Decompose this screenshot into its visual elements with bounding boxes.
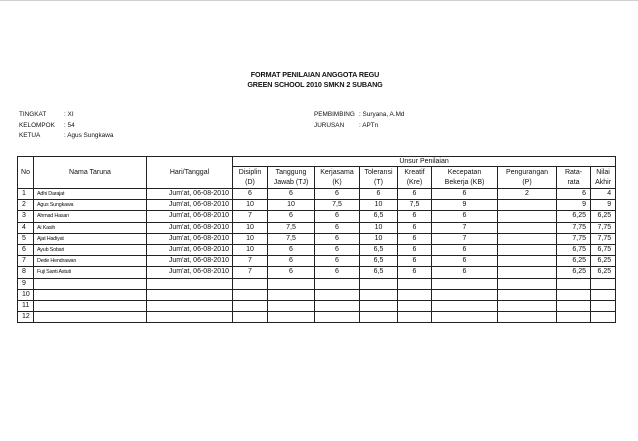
cell-rata-rata [557,312,591,323]
cell-kerjasama: 6 [315,233,360,244]
group-info [19,110,113,142]
cell-nama-taruna: Dede Hendrawan [34,256,147,267]
cell-toleransi: 6,5 [360,211,398,222]
cell-hari-tanggal [147,278,233,289]
cell-rata-rata [557,300,591,311]
cell-kerjasama [315,312,360,323]
cell-disiplin: 7 [233,267,268,278]
cell-nama-taruna [34,278,147,289]
cell-toleransi [360,300,398,311]
cell-no: 1 [18,189,34,200]
cell-hari-tanggal: Jum'at, 06-08-2010 [147,200,233,211]
info-value: : XI [64,111,74,118]
cell-kecepatan-bekerja: 6 [432,211,498,222]
cell-hari-tanggal [147,289,233,300]
cell-kerjasama: 6 [315,267,360,278]
cell-nilai-akhir: 6,25 [591,256,616,267]
cell-kecepatan-bekerja [432,289,498,300]
cell-hari-tanggal: Jum'at, 06-08-2010 [147,222,233,233]
cell-pengurangan [498,222,557,233]
cell-kerjasama: 6 [315,244,360,255]
info-row-ketua [19,131,113,142]
header-kerjasama: Kerjasama (K) [315,167,360,189]
table-row [18,189,616,200]
cell-rata-rata: 6,25 [557,267,591,278]
cell-pengurangan [498,267,557,278]
cell-toleransi: 6,5 [360,244,398,255]
table-row [18,300,616,311]
cell-kreatif: 6 [398,233,432,244]
cell-nama-taruna [34,312,147,323]
cell-nilai-akhir: 6,25 [591,267,616,278]
grading-table [17,156,616,323]
cell-kerjasama: 6 [315,222,360,233]
table-row [18,312,616,323]
top-divider [0,0,638,1]
info-row-jurusan [314,121,404,132]
header-kecepatan-bekerja: Kecepatan Bekerja (KB) [432,167,498,189]
cell-nama-taruna: Ajat Hadiyat [34,233,147,244]
cell-tanggung-jawab [268,312,315,323]
cell-no: 11 [18,300,34,311]
grading-table-body [18,189,616,323]
cell-toleransi: 6,5 [360,267,398,278]
cell-kreatif [398,300,432,311]
cell-tanggung-jawab: 6 [268,256,315,267]
cell-no: 6 [18,244,34,255]
table-row [18,244,616,255]
cell-kecepatan-bekerja [432,278,498,289]
cell-disiplin [233,300,268,311]
cell-pengurangan [498,289,557,300]
cell-kecepatan-bekerja [432,312,498,323]
cell-no: 2 [18,200,34,211]
cell-rata-rata: 6 [557,189,591,200]
cell-rata-rata [557,278,591,289]
cell-toleransi: 6,5 [360,256,398,267]
cell-tanggung-jawab [268,289,315,300]
cell-pengurangan: 2 [498,189,557,200]
header-toleransi: Toleransi (T) [360,167,398,189]
cell-kerjasama [315,300,360,311]
cell-kecepatan-bekerja [432,300,498,311]
cell-kreatif: 6 [398,256,432,267]
header-kreatif: Kreatif (Kre) [398,167,432,189]
cell-kerjasama: 6 [315,211,360,222]
cell-no: 7 [18,256,34,267]
table-row [18,200,616,211]
cell-rata-rata [557,289,591,300]
cell-nilai-akhir: 7,75 [591,222,616,233]
cell-nama-taruna: Ai Kasih [34,222,147,233]
info-label: KETUA [19,132,41,139]
cell-pengurangan [498,211,557,222]
cell-nama-taruna: Ayub Sobari [34,244,147,255]
cell-tanggung-jawab: 6 [268,211,315,222]
cell-kreatif: 6 [398,267,432,278]
cell-tanggung-jawab: 10 [268,200,315,211]
table-row [18,222,616,233]
cell-kreatif [398,312,432,323]
cell-no: 12 [18,312,34,323]
cell-hari-tanggal: Jum'at, 06-08-2010 [147,233,233,244]
cell-kreatif: 6 [398,244,432,255]
title-line-1: FORMAT PENILAIAN ANGGOTA REGU [250,70,380,79]
cell-nama-taruna: Ahmad Hasan [34,211,147,222]
cell-pengurangan [498,233,557,244]
cell-disiplin: 10 [233,233,268,244]
cell-disiplin: 10 [233,244,268,255]
cell-no: 4 [18,222,34,233]
info-label: TINGKAT [19,111,47,118]
cell-hari-tanggal: Jum'at, 06-08-2010 [147,244,233,255]
cell-hari-tanggal [147,300,233,311]
table-row [18,256,616,267]
header-unsur-penilaian: Unsur Penilaian [233,157,616,167]
document-title [150,70,480,90]
cell-disiplin: 7 [233,211,268,222]
cell-toleransi: 10 [360,222,398,233]
cell-kerjasama [315,289,360,300]
cell-kecepatan-bekerja: 7 [432,222,498,233]
info-row-kelompok [19,121,113,132]
cell-pengurangan [498,300,557,311]
info-value: : APTn [359,121,379,129]
cell-kerjasama [315,278,360,289]
header-nilai-akhir: Nilai Akhir [591,167,616,189]
cell-nilai-akhir [591,300,616,311]
info-value: : Suryana, A.Md [359,111,405,118]
cell-kreatif: 7,5 [398,200,432,211]
cell-nilai-akhir: 7,75 [591,233,616,244]
cell-toleransi [360,278,398,289]
cell-nilai-akhir [591,278,616,289]
cell-disiplin [233,312,268,323]
cell-rata-rata: 7,75 [557,233,591,244]
cell-nilai-akhir [591,289,616,300]
cell-toleransi [360,289,398,300]
cell-tanggung-jawab: 6 [268,189,315,200]
info-value: : Agus Sungkawa [64,132,114,139]
cell-nama-taruna: Fuji Santi Astuti [34,267,147,278]
cell-nilai-akhir [591,312,616,323]
table-row [18,211,616,222]
cell-kecepatan-bekerja: 6 [432,256,498,267]
cell-no: 5 [18,233,34,244]
cell-kreatif [398,278,432,289]
cell-nama-taruna: Agus Sungkawa [34,200,147,211]
cell-tanggung-jawab: 6 [268,267,315,278]
cell-toleransi: 10 [360,233,398,244]
cell-toleransi: 10 [360,200,398,211]
header-rata-rata: Rata- rata [557,167,591,189]
cell-no: 9 [18,278,34,289]
info-label: KELOMPOK [19,121,55,129]
table-row [18,233,616,244]
cell-nilai-akhir: 4 [591,189,616,200]
cell-hari-tanggal [147,312,233,323]
cell-nilai-akhir: 9 [591,200,616,211]
cell-pengurangan [498,256,557,267]
header-pengurangan: Pengurangan (P) [498,167,557,189]
cell-pengurangan [498,244,557,255]
header-nama-taruna: Nama Taruna [34,157,147,189]
cell-disiplin [233,278,268,289]
cell-disiplin: 7 [233,256,268,267]
cell-kreatif: 6 [398,189,432,200]
cell-hari-tanggal: Jum'at, 06-08-2010 [147,267,233,278]
cell-kreatif [398,289,432,300]
cell-kecepatan-bekerja: 9 [432,200,498,211]
cell-no: 3 [18,211,34,222]
cell-pengurangan [498,200,557,211]
cell-kerjasama: 6 [315,189,360,200]
cell-pengurangan [498,312,557,323]
cell-rata-rata: 7,75 [557,222,591,233]
table-row [18,267,616,278]
cell-disiplin: 10 [233,222,268,233]
cell-kecepatan-bekerja: 7 [432,233,498,244]
cell-no: 8 [18,267,34,278]
cell-kreatif: 6 [398,211,432,222]
cell-rata-rata: 6,75 [557,244,591,255]
cell-rata-rata: 9 [557,200,591,211]
cell-nama-taruna [34,300,147,311]
cell-pengurangan [498,278,557,289]
info-row-tingkat [19,110,113,121]
title-line-2: GREEN SCHOOL 2010 SMKN 2 SUBANG [247,80,383,89]
cell-tanggung-jawab: 7,5 [268,222,315,233]
cell-no: 10 [18,289,34,300]
cell-tanggung-jawab [268,300,315,311]
cell-rata-rata: 6,25 [557,211,591,222]
cell-toleransi: 6 [360,189,398,200]
cell-hari-tanggal: Jum'at, 06-08-2010 [147,211,233,222]
header-no: No [18,157,34,189]
cell-toleransi [360,312,398,323]
table-row [18,289,616,300]
info-row-pembimbing [314,110,404,121]
cell-hari-tanggal: Jum'at, 06-08-2010 [147,256,233,267]
header-disiplin: Disiplin (D) [233,167,268,189]
info-label: PEMBIMBING [314,111,355,118]
cell-nilai-akhir: 6,75 [591,244,616,255]
cell-kreatif: 6 [398,222,432,233]
cell-hari-tanggal: Jum'at, 06-08-2010 [147,189,233,200]
cell-tanggung-jawab [268,278,315,289]
cell-kecepatan-bekerja: 6 [432,267,498,278]
cell-kecepatan-bekerja: 6 [432,189,498,200]
cell-nama-taruna [34,289,147,300]
cell-tanggung-jawab: 7,5 [268,233,315,244]
header-hari-tanggal: Hari/Tanggal [147,157,233,189]
cell-disiplin [233,289,268,300]
table-row [18,278,616,289]
cell-disiplin: 10 [233,200,268,211]
cell-nama-taruna: Adhi Darajat [34,189,147,200]
info-label: JURUSAN [314,121,345,129]
supervisor-info [314,110,404,131]
cell-tanggung-jawab: 6 [268,244,315,255]
cell-nilai-akhir: 6,25 [591,211,616,222]
cell-disiplin: 6 [233,189,268,200]
header-tanggung-jawab: Tanggung Jawab (TJ) [268,167,315,189]
cell-kerjasama: 7,5 [315,200,360,211]
cell-rata-rata: 6,25 [557,256,591,267]
cell-kerjasama: 6 [315,256,360,267]
info-value: : 54 [64,121,75,129]
cell-kecepatan-bekerja: 6 [432,244,498,255]
